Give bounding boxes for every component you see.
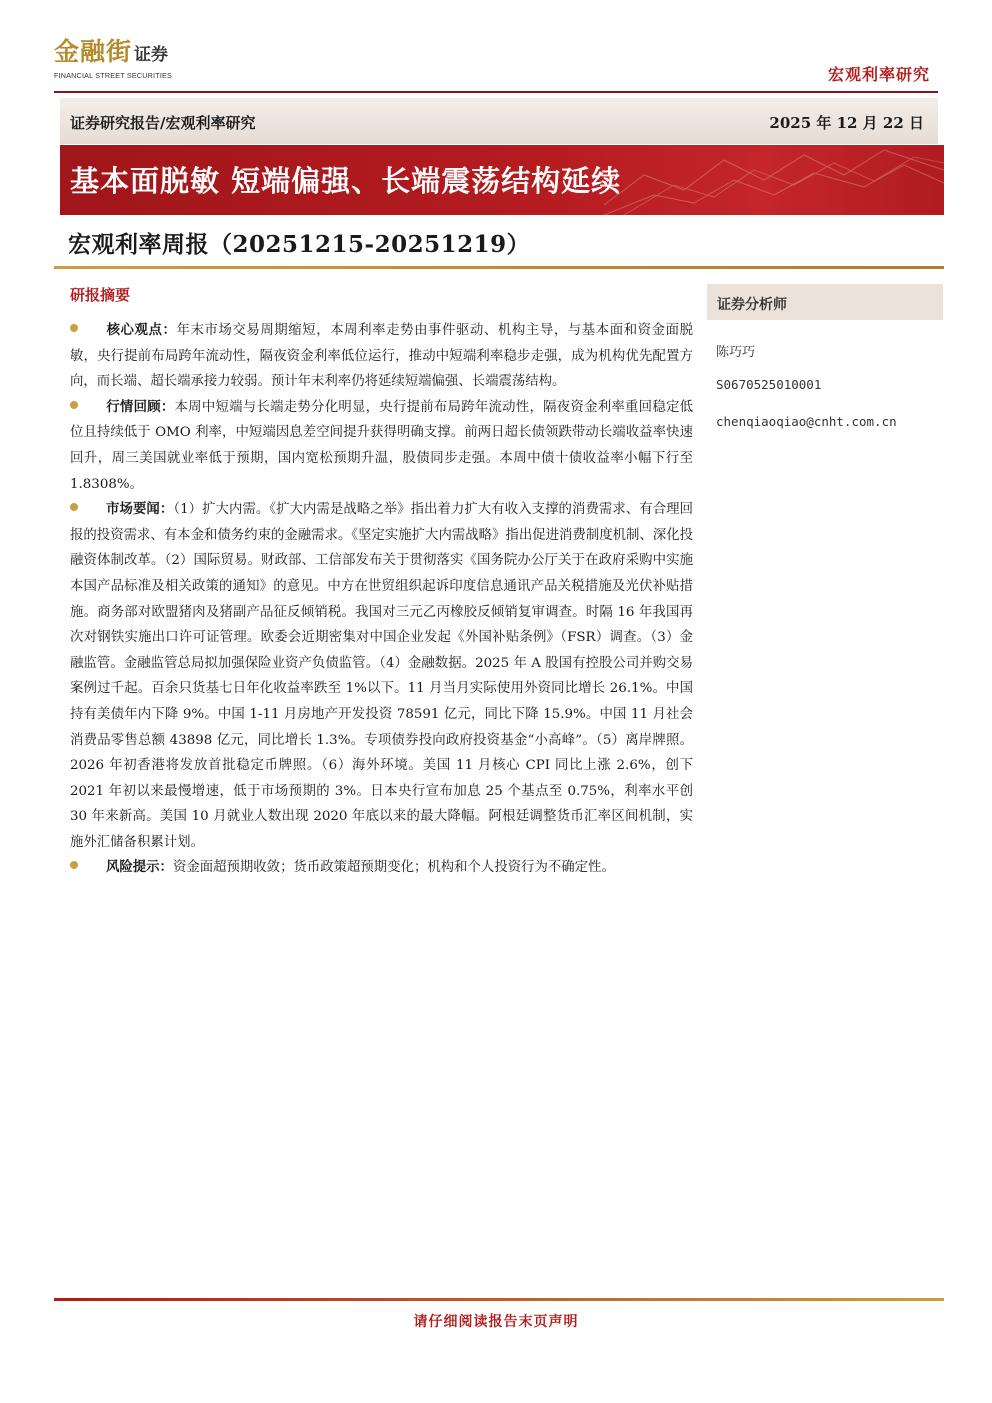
banner-pattern — [604, 145, 944, 215]
analyst-name: 陈巧巧 — [716, 345, 756, 360]
bullet-icon — [70, 861, 78, 869]
abstract-heading: 研报摘要 — [70, 286, 131, 304]
item-text: 本周中短端与长端走势分化明显，央行提前布局跨年流动性，隔夜资金利率重回稳定低位且持续低于 OMO 利率，中短端因息差空间提升获得明确支撑。前两日超长债领跌带动长端收益率快速回升，周三美国就业率低于预期，国内宽松预期升温，股债同步走强。本周中债十债收益率小幅下行至 1.8308%。 — [70, 399, 694, 492]
title-banner — [60, 145, 944, 215]
analyst-heading-box — [707, 284, 943, 320]
report-type-bar — [60, 98, 938, 144]
report-category: 宏观利率研究 — [827, 65, 930, 84]
logo-cn: 金融街 证券 — [54, 37, 169, 66]
company-logo — [54, 38, 204, 84]
report-title: 基本面脱敏 短端偏强、长端震荡结构延续 — [70, 164, 622, 198]
bullet-icon — [70, 324, 78, 332]
abstract-item-risk — [70, 855, 693, 881]
subtitle-divider — [54, 266, 944, 269]
analyst-certificate: S0670525010001 — [716, 377, 822, 392]
footer-disclaimer: 请仔细阅读报告末页声明 — [413, 1314, 579, 1330]
item-label: 风险提示： — [106, 859, 173, 876]
item-text: 资金面超预期收敛；货币政策超预期变化；机构和个人投资行为不确定性。 — [172, 860, 615, 876]
item-label: 核心观点： — [106, 322, 177, 338]
item-label: 行情回顾： — [106, 398, 175, 415]
item-text: （1）扩大内需。《扩大内需是战略之举》指出着力扩大有收入支撑的消费需求、有合理回报的投资需求、有本金和债务约束的金融需求。《坚定实施扩大内需战略》指出促进消费制度机制、深化投融资体制改革。（2）国际贸易。财政部、工信部发布关于贯彻落实《国务院办公厅关于在政府采购中实施本国产品标准及相关政策的通知》的意见。中方在世贸组织起诉印度信息通讯产品关税措施及光伏补贴措施。商务部对欧盟猪肉及猪副产品征反倾销税。我国对三元乙丙橡胶反倾销复审调查。时隔 16 年我国再次对钢铁实施出口许可证管理。欧委会近期密集对中国企业发起《外国补贴条例》（FSR）调查。（3）金融监管。金融监管总局拟加强保险业资产负债监管。（4）金融数据。2025 年 A 股国有控股公司并购交易案例过千起。百余只货基七日年化收益率跌至 1%以下。11 月当月实际使用外资同比增长 26.1%。中国持有美债年内下降 9%。中国 1-11 月房地产开发投资 78591 亿元，同比下降 15.9%。中国 11 月社会消费品零售总额 43898 亿元，同比增长 1.3%。专项债券投向政府投资基金“小高峰”。（5）离岸牌照。2026 年初香港将发放首批稳定币牌照。（6）海外环境。美国 11 月核心 CPI 同比上涨 2.6%，创下 2021 年初以来最慢增速，低于市场预期的 3%。日本央行宣布加息 25 个基点至 0.75%，利率水平创 30 年来新高。美国 10 月就业人数出现 2020 年底以来的最大降幅。阿根廷调整货币汇率区间机制，实施外汇储备积累计划。 — [70, 502, 693, 850]
report-type: 证券研究报告/宏观利率研究 — [70, 114, 256, 132]
report-date: 2025 年 12 月 22 日 — [769, 114, 924, 132]
item-label: 市场要闻： — [106, 501, 174, 518]
abstract-body — [70, 318, 693, 881]
footer-divider — [54, 1298, 944, 1301]
analyst-heading: 证券分析师 — [717, 297, 787, 313]
bullet-icon — [70, 401, 78, 409]
abstract-item-core — [70, 318, 693, 395]
report-subtitle: 宏观利率周报（20251215-20251219） — [68, 231, 531, 258]
header-divider — [54, 91, 938, 93]
logo-en: FINANCIAL STREET SECURITIES — [54, 71, 173, 80]
abstract-item-review — [70, 395, 693, 497]
abstract-item-news — [70, 497, 693, 855]
analyst-email[interactable]: chenqiaoqiao@cnht.com.cn — [716, 414, 897, 429]
item-text: 年末市场交易周期缩短，本周利率走势由事件驱动、机构主导，与基本面和资金面脱敏，央行提前布局跨年流动性，隔夜资金利率低位运行，推动中短端利率稳步走强，成为机构优先配置方向，而长端、超长端承接力较弱。预计年末利率仍将延续短端偏强、长端震荡结构。 — [70, 323, 693, 390]
bullet-icon — [70, 503, 78, 511]
